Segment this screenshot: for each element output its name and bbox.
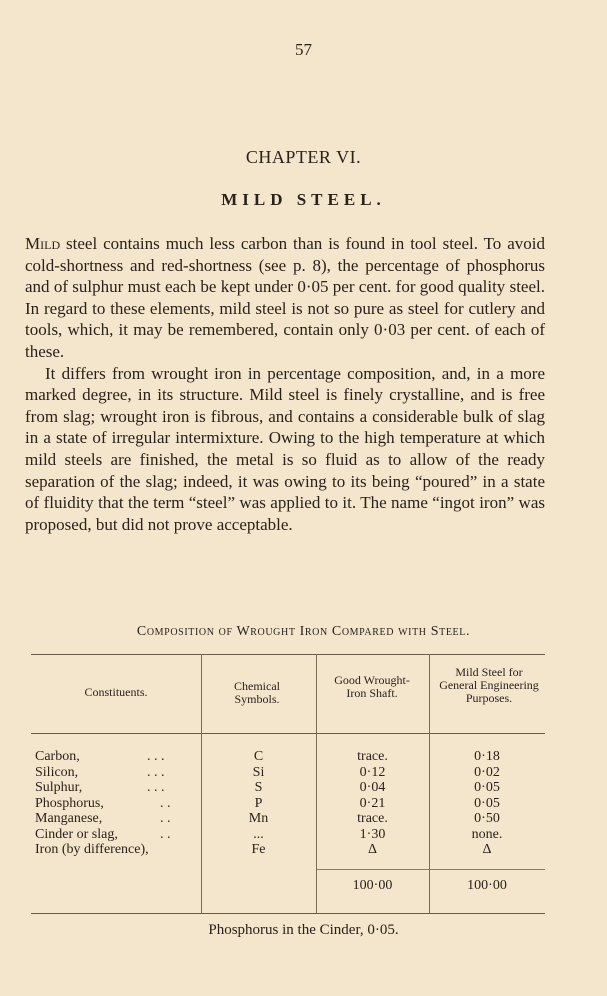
- table-row: [35, 811, 199, 827]
- table-cell: ...: [253, 826, 264, 842]
- symbols-column: [201, 749, 316, 858]
- constituents-column: [35, 749, 199, 858]
- header-chemical-symbols: Chemical Symbols.: [234, 679, 280, 706]
- header-mild-steel: Mild Steel for General Engineering Purposes.: [439, 665, 539, 705]
- table-cell: none.: [471, 826, 503, 842]
- table-cell: Mn: [248, 811, 269, 826]
- chapter-heading: CHAPTER VI.: [245, 147, 362, 167]
- table-cell: Δ: [482, 842, 492, 857]
- table-caption: Composition of Wrought Iron Compared with Steel.: [136, 624, 471, 639]
- table-cell: P: [254, 795, 263, 811]
- paragraph-1: [25, 233, 545, 363]
- table-row: [35, 749, 199, 765]
- wrought-iron-total: 100·00: [352, 878, 393, 893]
- leader-dots: . . .: [147, 749, 165, 764]
- table-cell: 0·12: [359, 764, 386, 780]
- constituent-name: Manganese,: [35, 811, 103, 826]
- table-cell: S: [254, 780, 263, 795]
- wrought-iron-column: [316, 749, 429, 858]
- leader-dots: . .: [160, 811, 171, 826]
- table-cell: 0·50: [474, 811, 500, 826]
- body-text: [25, 233, 545, 535]
- table-row: [35, 842, 199, 858]
- chapter-title: MILD STEEL.: [221, 190, 386, 209]
- table-header-rule: [31, 733, 545, 734]
- table-row: [35, 780, 199, 796]
- leader-dots: . . .: [147, 764, 165, 780]
- paragraph-2: It differs from wrought iron in percentage composition, and, in a more marked degree, in its structure. Mild steel is finely crystalline, and is free from slag; wrought iron is fibrous, and contains a considerable bulk of slag in a state of irregular intermixture. Owing to the high temperature at which mild steels are finished, the metal is so fluid as to allow of the ready separation of the slag; indeed, it was owing to its being “poured” in a state of fluidity that the term “steel” was applied to it. The name “ingot iron” was proposed, but did not prove acceptable.: [25, 363, 545, 534]
- mild-steel-total: 100·00: [467, 878, 507, 893]
- header-constituents: Constituents.: [84, 685, 148, 699]
- table-bottom-rule: [31, 913, 545, 914]
- constituent-name: Iron (by difference),: [35, 842, 149, 857]
- table-cell: trace.: [357, 811, 388, 826]
- table-cell: 0·05: [474, 780, 500, 795]
- leader-dots: . .: [160, 826, 171, 842]
- table-top-rule: [31, 654, 545, 655]
- table-cell: 0·21: [359, 795, 386, 811]
- mild-steel-column: [429, 749, 545, 858]
- table-cell: 0·05: [474, 795, 500, 811]
- paragraph-1-text: steel contains much less carbon than is found in tool steel. To avoid cold-shortness and red-shortness (see p. 8), the percentage of phosphorus and of sulphur must each be kept under 0·05 per cent. for good quality steel. In regard to these elements, mild steel is not so pure as steel for cutlery and tools, which, it may be remembered, contain only 0·03 per cent. of each of these.: [25, 234, 545, 361]
- table-cell: C: [253, 749, 264, 764]
- table-row: [35, 827, 199, 843]
- constituent-name: Sulphur,: [35, 780, 83, 795]
- constituent-name: Silicon,: [35, 764, 79, 780]
- header-wrought-iron: Good Wrought-Iron Shaft.: [334, 673, 410, 700]
- constituent-name: Phosphorus,: [35, 795, 104, 811]
- leader-dots: . . .: [147, 780, 165, 795]
- page-number: 57: [295, 40, 312, 59]
- leader-dots: . .: [160, 795, 171, 811]
- composition-table: [31, 654, 545, 914]
- constituent-name: Cinder or slag,: [35, 826, 118, 842]
- table-cell: trace.: [357, 749, 388, 764]
- totals-rule: [316, 869, 545, 870]
- table-cell: 0·18: [474, 749, 500, 764]
- paragraph-lead-word: Mild: [25, 234, 61, 253]
- table-footnote: Phosphorus in the Cinder, 0·05.: [208, 922, 399, 938]
- table-cell: Δ: [367, 842, 377, 857]
- table-cell: 0·02: [474, 764, 500, 780]
- table-cell: Fe: [251, 842, 266, 857]
- table-cell: 0·04: [359, 780, 386, 795]
- table-row: [35, 765, 199, 781]
- table-row: [35, 796, 199, 812]
- table-cell: Si: [252, 764, 265, 780]
- constituent-name: Carbon,: [35, 749, 80, 764]
- table-cell: 1·30: [359, 826, 386, 842]
